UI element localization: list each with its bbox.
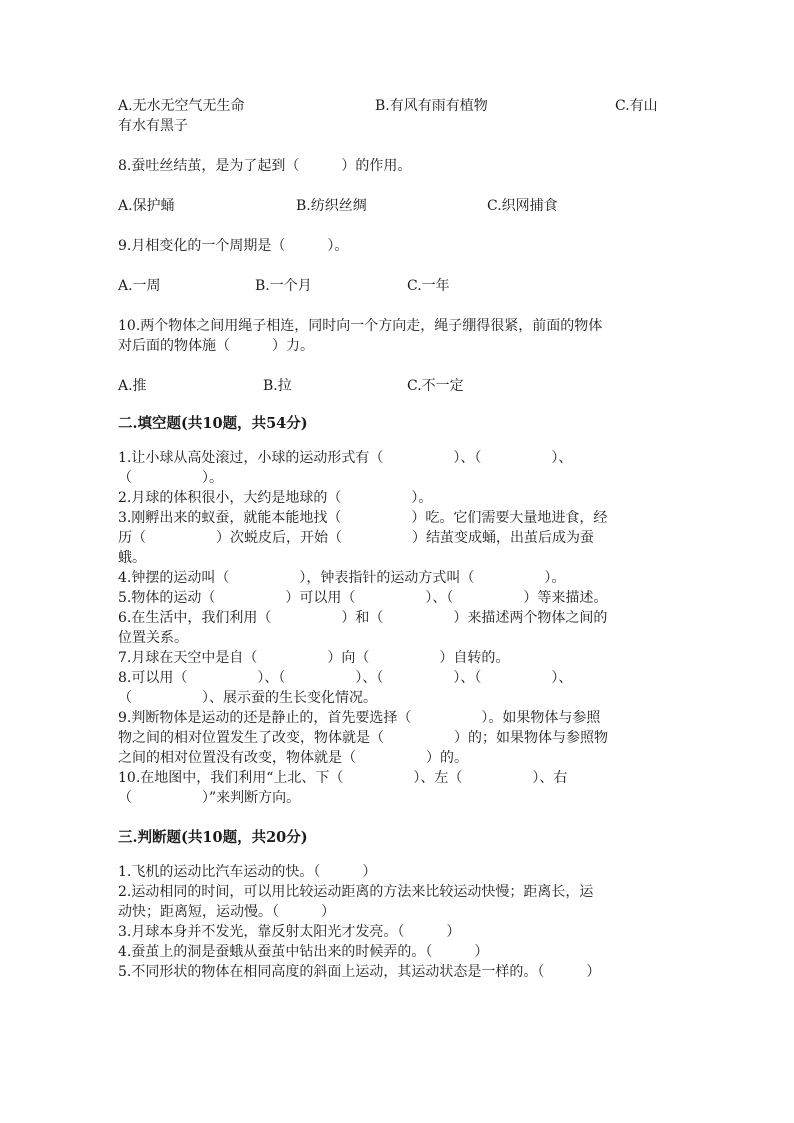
q10-question-line2: 对后面的物体施（ ）力。	[118, 338, 314, 354]
q8-option-b: B.纺织丝绸	[296, 198, 367, 214]
q9-option-c: C.一年	[407, 278, 450, 294]
fill-line: （ ）”来判断方向。	[118, 790, 301, 806]
judge-line: 1.飞机的运动比汽车运动的快。（ ）	[118, 864, 377, 880]
q8-option-a: A.保护蛹	[118, 198, 175, 214]
fill-line: （ ）。	[118, 470, 223, 486]
judge-section-heading: 三.判断题(共10题，共20分)	[118, 829, 308, 846]
q7-option-c-continued: 有水有黑子	[118, 118, 188, 134]
fill-question-list	[118, 448, 674, 808]
q9-option-a: A.一周	[118, 278, 161, 294]
q7-option-b: B.有风有雨有植物	[375, 98, 488, 114]
q10-option-a: A.推	[118, 378, 147, 394]
exam-page	[118, 96, 674, 982]
judge-question-list	[118, 862, 674, 982]
q9-option-b: B.一个月	[255, 278, 312, 294]
q8-option-c: C.织网捕食	[487, 198, 558, 214]
fill-line: 10.在地图中，我们利用“上北、下（ ）、左（ ）、右	[118, 770, 568, 786]
fill-line: 8.可以用（ ）、（ ）、（ ）、（ ）、	[118, 670, 573, 686]
fill-line: 之间的相对位置没有改变，物体就是（ ）的。	[118, 750, 468, 766]
fill-line: 9.判断物体是运动的还是静止的，首先要选择（ ）。如果物体与参照	[118, 710, 601, 726]
q10-options	[118, 376, 674, 396]
q8-options	[118, 196, 674, 216]
fill-line: 物之间的相对位置发生了改变，物体就是（ ）的；如果物体与参照物	[118, 730, 608, 746]
fill-line: 4.钟摆的运动叫（ ），钟表指针的运动方式叫（ ）。	[118, 570, 566, 586]
fill-section-heading: 二.填空题(共10题，共54分)	[118, 415, 308, 432]
judge-line: 5.不同形状的物体在相同高度的斜面上运动，其运动状态是一样的。（ ）	[118, 964, 601, 980]
fill-line: 位置关系。	[118, 630, 188, 646]
q8-question: 8.蚕吐丝结茧，是为了起到（ ）的作用。	[118, 158, 412, 174]
fill-line: （ ）、展示蚕的生长变化情况。	[118, 690, 377, 706]
fill-line: 2.月球的体积很小，大约是地球的（ ）。	[118, 490, 433, 506]
fill-line: 5.物体的运动（ ）可以用（ ）、（ ）等来描述。	[118, 590, 608, 606]
q10-question-line1: 10.两个物体之间用绳子相连，同时向一个方向走，绳子绷得很紧，前面的物体	[118, 318, 603, 334]
q10-option-c: C.不一定	[407, 378, 464, 394]
fill-line: 蛾。	[118, 550, 146, 566]
fill-line: 7.月球在天空中是自（ ）向（ ）自转的。	[118, 650, 510, 666]
q7-options	[118, 96, 674, 116]
fill-line: 1.让小球从高处滚过，小球的运动形式有（ ）、（ ）、	[118, 450, 573, 466]
q7-option-a: A.无水无空气无生命	[118, 98, 245, 114]
judge-line: 动快；距离短，运动慢。（ ）	[118, 904, 335, 920]
q7-option-c: C.有山	[615, 98, 658, 114]
judge-line: 3.月球本身并不发光，靠反射太阳光才发亮。（ ）	[118, 924, 461, 940]
judge-line: 4.蚕茧上的洞是蚕蛾从蚕茧中钻出来的时候弄的。（ ）	[118, 944, 489, 960]
judge-line: 2.运动相同的时间，可以用比较运动距离的方法来比较运动快慢；距离长，运	[118, 884, 594, 900]
q9-options	[118, 276, 674, 296]
q10-option-b: B.拉	[263, 378, 292, 394]
fill-line: 历（ ）次蜕皮后，开始（ ）结茧变成蛹，出茧后成为蚕	[118, 530, 594, 546]
fill-line: 6.在生活中，我们利用（ ）和（ ）来描述两个物体之间的	[118, 610, 608, 626]
q9-question: 9.月相变化的一个周期是（ ）。	[118, 238, 349, 254]
fill-line: 3.刚孵出来的蚁蚕，就能本能地找（ ）吃。它们需要大量地进食，经	[118, 510, 608, 526]
